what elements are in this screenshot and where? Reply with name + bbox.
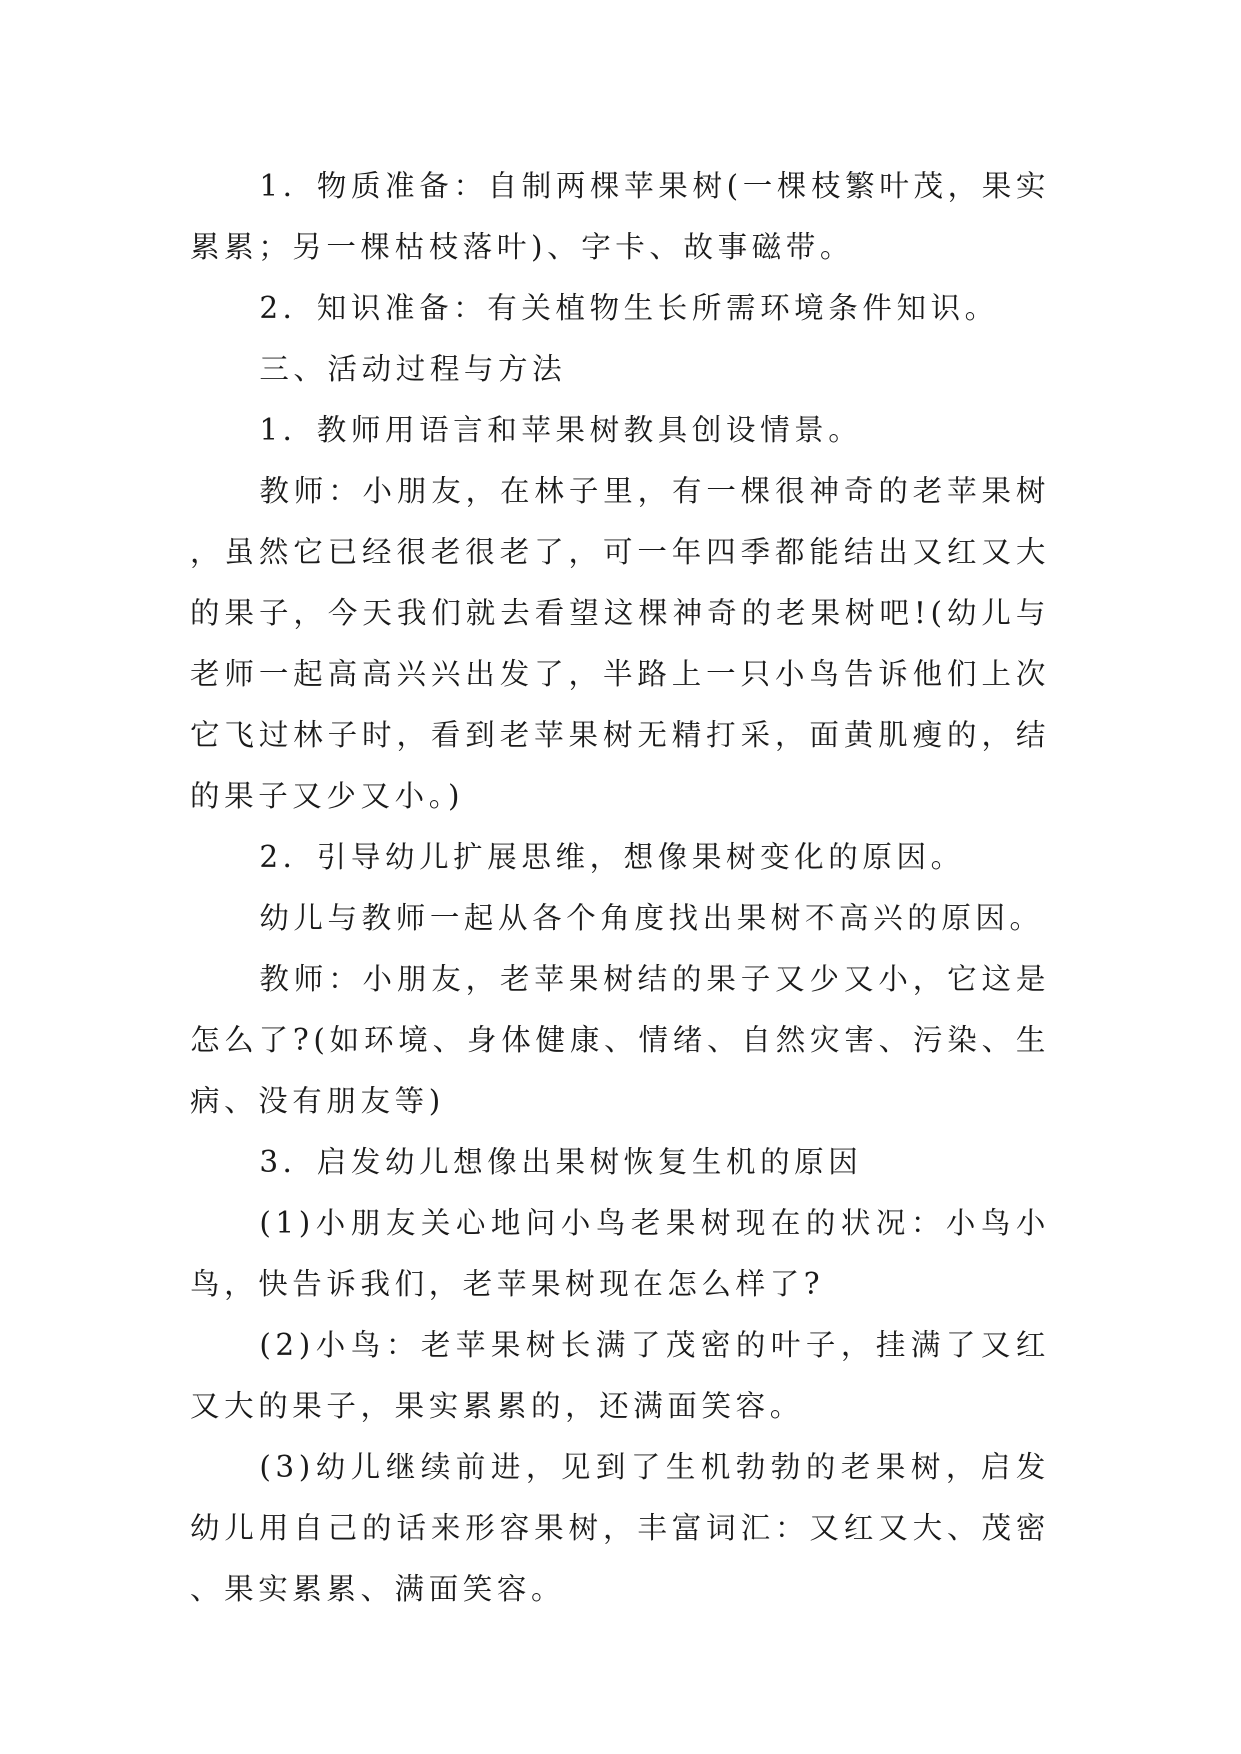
paragraph-step-1: 1．教师用语言和苹果树教具创设情景。 bbox=[259, 413, 863, 447]
section-heading-activity-process: 三、活动过程与方法 bbox=[259, 352, 567, 386]
paragraph-knowledge-prep: 2．知识准备：有关植物生长所需环境条件知识。 bbox=[259, 291, 999, 325]
paragraph-material-prep: 1．物质准备：自制两棵苹果树(一棵枝繁叶茂，果实累累；另一棵枯枝落叶)、字卡、故事磁带。 bbox=[190, 169, 1050, 264]
paragraph-teacher-story: 教师：小朋友，在林子里，有一棵很神奇的老苹果树，虽然它已经很老很老了，可一年四季都能结出又红又大的果子，今天我们就去看望这棵神奇的老果树吧!(幼儿与老师一起高高兴兴出发了，半路上一只小鸟告诉他们上次它飞过林子时，看到老苹果树无精打采，面黄肌瘦的，结的果子又少又小。) bbox=[190, 474, 1050, 813]
paragraph-step-3: 3．启发幼儿想像出果树恢复生机的原因 bbox=[259, 1145, 863, 1179]
document-body bbox=[190, 156, 1050, 1620]
paragraph-substep-2: (2)小鸟：老苹果树长满了茂密的叶子，挂满了又红又大的果子，果实累累的，还满面笑容。 bbox=[190, 1328, 1050, 1423]
paragraph-find-reasons: 幼儿与教师一起从各个角度找出果树不高兴的原因。 bbox=[259, 901, 1044, 935]
paragraph-substep-3: (3)幼儿继续前进，见到了生机勃勃的老果树，启发幼儿用自己的话来形容果树，丰富词汇：又红又大、茂密、果实累累、满面笑容。 bbox=[190, 1450, 1050, 1606]
paragraph-substep-1: (1)小朋友关心地问小鸟老果树现在的状况：小鸟小鸟，快告诉我们，老苹果树现在怎么样了? bbox=[190, 1206, 1050, 1301]
paragraph-teacher-question: 教师：小朋友，老苹果树结的果子又少又小，它这是怎么了?(如环境、身体健康、情绪、自然灾害、污染、生病、没有朋友等) bbox=[190, 962, 1050, 1118]
paragraph-step-2: 2．引导幼儿扩展思维，想像果树变化的原因。 bbox=[259, 840, 965, 874]
